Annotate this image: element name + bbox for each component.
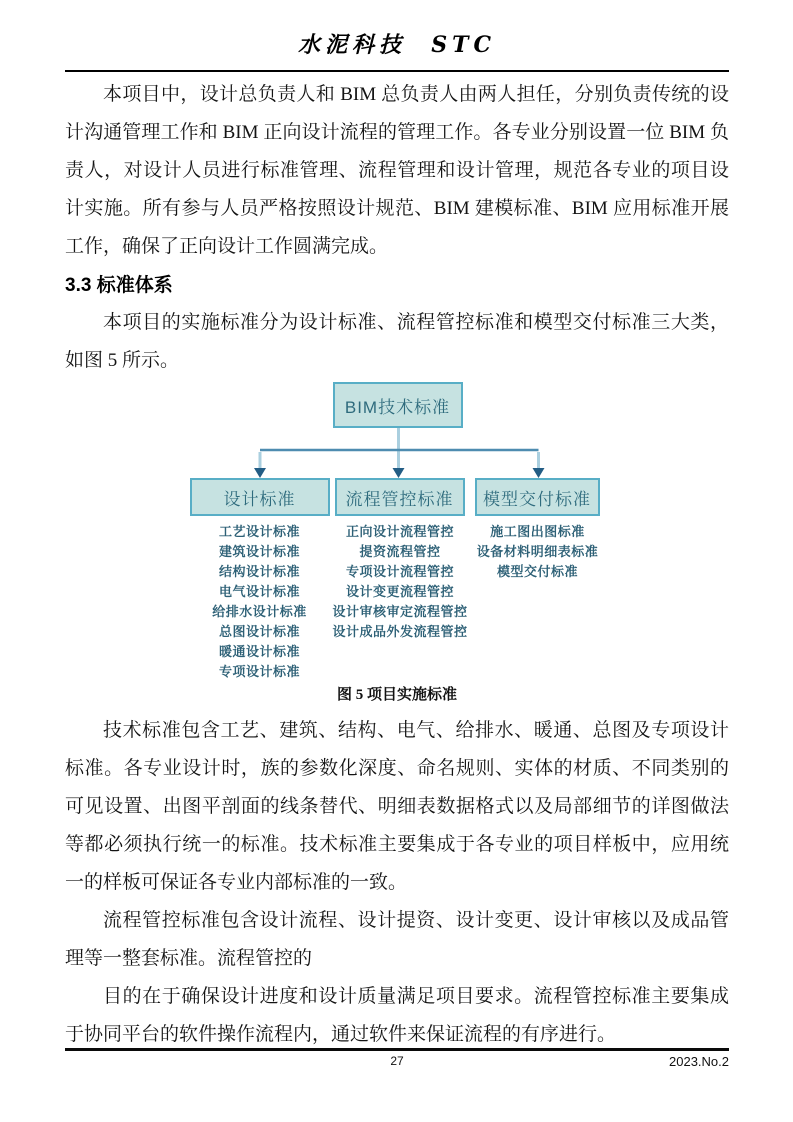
paragraph-project-roles: 本项目中，设计总负责人和 BIM 总负责人由两人担任，分别负责传统的设计沟通管理工作和 BIM 正向设计流程的管理工作。各专业分别设置一位 BIM 负责人，对设计人员进行标准管理、流程管理和设计管理，规范各专业的项目设计实施。所有参与人员严格按照设计规范、BIM 建模标准、BIM 应用标准开展工作，确保了正向设计工作圆满完成。 [65, 84, 729, 257]
figure-list-item: 设计审核审定流程管控 [332, 604, 468, 619]
arrow-down-icon [392, 468, 404, 478]
figure-box-process-control-standards: 流程管控标准 [335, 478, 465, 516]
connector-lines [190, 428, 605, 478]
figure-list-item: 给排水设计标准 [212, 604, 307, 619]
arrow-down-icon [254, 468, 266, 478]
figure-list-item: 模型交付标准 [496, 564, 578, 579]
journal-title: 水泥科技 STC [297, 32, 497, 58]
figure-list-item: 提资流程管控 [359, 544, 441, 559]
figure-list-item: 正向设计流程管控 [345, 524, 454, 539]
page-footer [65, 1048, 729, 1068]
figure-standards-org-chart [190, 382, 605, 682]
figure-box-design-standards: 设计标准 [190, 478, 330, 516]
paragraph-standards-intro: 本项目的实施标准分为设计标准、流程管控标准和模型交付标准三大类，如图 5 所示。 [65, 312, 729, 371]
page-number: 27 [390, 1054, 404, 1068]
figure-list-item: 专项设计标准 [218, 664, 300, 679]
figure-caption: 图 5 项目实施标准 [336, 687, 457, 703]
paragraph-process-purpose: 目的在于确保设计进度和设计质量满足项目要求。流程管控标准主要集成于协同平台的软件操作流程内，通过软件来保证流程的有序进行。 [65, 986, 729, 1045]
figure-list-item: 设计成品外发流程管控 [332, 624, 468, 639]
paragraph-process-standards: 流程管控标准包含设计流程、设计提资、设计变更、设计审核以及成品管理等一整套标准。流程管控的 [65, 910, 729, 969]
figure-list-model-delivery-standards [443, 522, 633, 582]
header-rule [65, 70, 729, 72]
section-heading-standards-system: 3.3 标准体系 [65, 275, 173, 296]
figure-list-item: 工艺设计标准 [218, 524, 300, 539]
figure-list-item: 施工图出图标准 [490, 524, 585, 539]
footer-rule [65, 1048, 729, 1051]
figure-list-item: 总图设计标准 [218, 624, 300, 639]
issue-number: 2023.No.2 [669, 1054, 729, 1069]
figure-box-model-delivery-standards: 模型交付标准 [475, 478, 600, 516]
figure-list-item: 设计变更流程管控 [345, 584, 454, 599]
figure-list-item: 电气设计标准 [218, 584, 300, 599]
figure-root-box: BIM技术标准 [333, 382, 463, 428]
figure-list-item: 暖通设计标准 [218, 644, 300, 659]
figure-list-item: 专项设计流程管控 [345, 564, 454, 579]
paragraph-technical-standards: 技术标准包含工艺、建筑、结构、电气、给排水、暖通、总图及专项设计标准。各专业设计时，族的参数化深度、命名规则、实体的材质、不同类别的可见设置、出图平剖面的线条替代、明细表数据格式以及局部细节的详图做法等都必须执行统一的标准。技术标准主要集成于各专业的项目样板中，应用统一的样板可保证各专业内部标准的一致。 [65, 720, 729, 893]
footer-row [65, 1054, 729, 1068]
figure-list-item: 建筑设计标准 [218, 544, 300, 559]
arrow-down-icon [532, 468, 544, 478]
page-header [65, 30, 729, 72]
figure-list-item: 结构设计标准 [218, 564, 300, 579]
figure-list-item: 设备材料明细表标准 [476, 544, 599, 559]
